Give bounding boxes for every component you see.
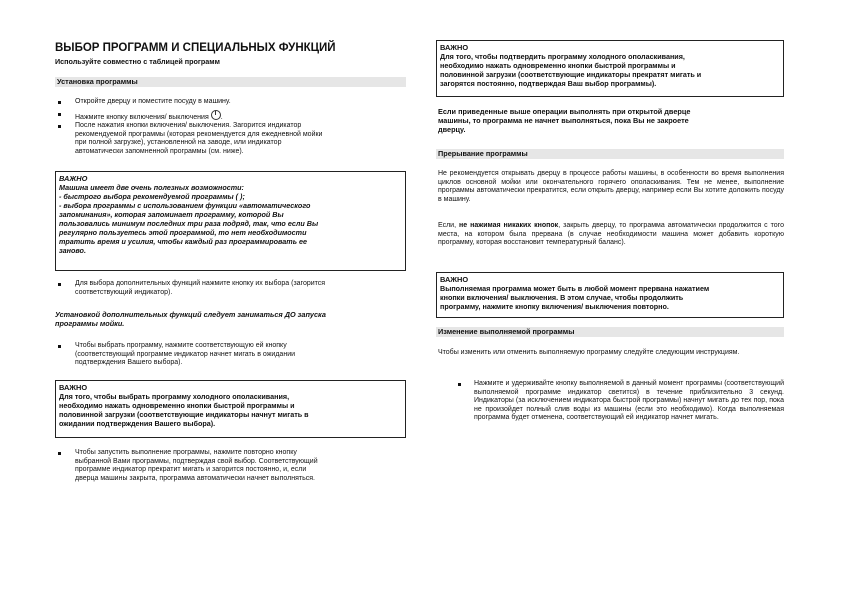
bullet-icon [58,125,61,128]
note-heading: ВАЖНО [440,275,469,284]
resume-paragraph: Если, не нажимая никаких кнопок, закрыть дверцу, то программа автоматически продолжится с того места, на котором была прервана (в случае необходимости машина может добавить короткую программу, которая восстановит температурный баланс). [438,222,784,247]
interrupt-paragraph: Не рекомендуется открывать дверцу в процессе работы машины, в особенности во время выполнения циклов основной мойки или окончательного горячего ополаскивания. Тем не менее, выполнение программы автоматически прекратится, если открыть дверцу, например если Вы хотите доложить посуду в машину. [438,170,784,203]
note-text: Выполняемая программа может быть в любой момент прервана нажатием кнопки включения/ выключения. В этом случае, чтобы продолжить программу, нажмите кнопку включения/ выключения повторно. [440,284,710,311]
section-heading-interrupt: Прерывание программы [436,149,784,159]
bullet-icon [58,452,61,455]
bullet-icon [58,345,61,348]
note-heading: ВАЖНО [59,174,88,183]
page-title: ВЫБОР ПРОГРАММ И СПЕЦИАЛЬНЫХ ФУНКЦИЙ [55,42,336,54]
bullet-icon [58,113,61,116]
page-subtitle: Используйте совместно с таблицей программ [55,57,220,66]
section-heading-change: Изменение выполняемой программы [436,327,784,337]
note-text: Для того, чтобы выбрать программу холодного ополаскивания, необходимо нажать одновременно кнопки быстрой программы и половинной загрузки (соответствующие индикаторы начнут мигать в ожидании подтверждения Вашего выбора). [59,392,309,428]
bullet-icon [58,101,61,104]
note-text: Для того, чтобы подтвердить программу холодного ополаскивания, необходимо нажать одновременно кнопки быстрой программы и половинной загрузки (соответствующие индикаторы прекратят мигать и загорятся постоянно, подтверждая Ваш выбор программы). [440,52,702,88]
power-icon [211,110,221,120]
note-heading: ВАЖНО [59,383,88,392]
important-note-box [436,40,784,97]
door-open-warning: Если приведенные выше операции выполнять при открытой дверце машины, то программа не начнет выполняться, пока Вы не закроете дверцу. [438,107,691,134]
note-text: Машина имеет две очень полезных возможности: - быстрого выбора рекомендуемой программы ( ); - выбора программы с использованием функции «автоматического запоминания», которая запоминает программу, которой Вы пользовались минимум последних три раза подряд, так, что если Вы регулярно пользуетесь этой программой, то нет необходимости тратить время и усилия, чтобы каждый раз программировать ее заново. [59,183,319,255]
section-heading-setup: Установка программы [55,77,406,87]
italic-note: Установкой дополнительных функций следует заниматься ДО запуска программы мойки. [55,310,326,328]
change-paragraph: Чтобы изменить или отменить выполняемую программу следуйте следующим инструкциям. [438,349,740,356]
note-heading: ВАЖНО [440,43,469,52]
important-note-box [55,380,406,438]
bullet-icon [58,283,61,286]
important-note-box [55,171,406,271]
important-note-box [436,272,784,318]
bullet-icon [458,383,461,386]
